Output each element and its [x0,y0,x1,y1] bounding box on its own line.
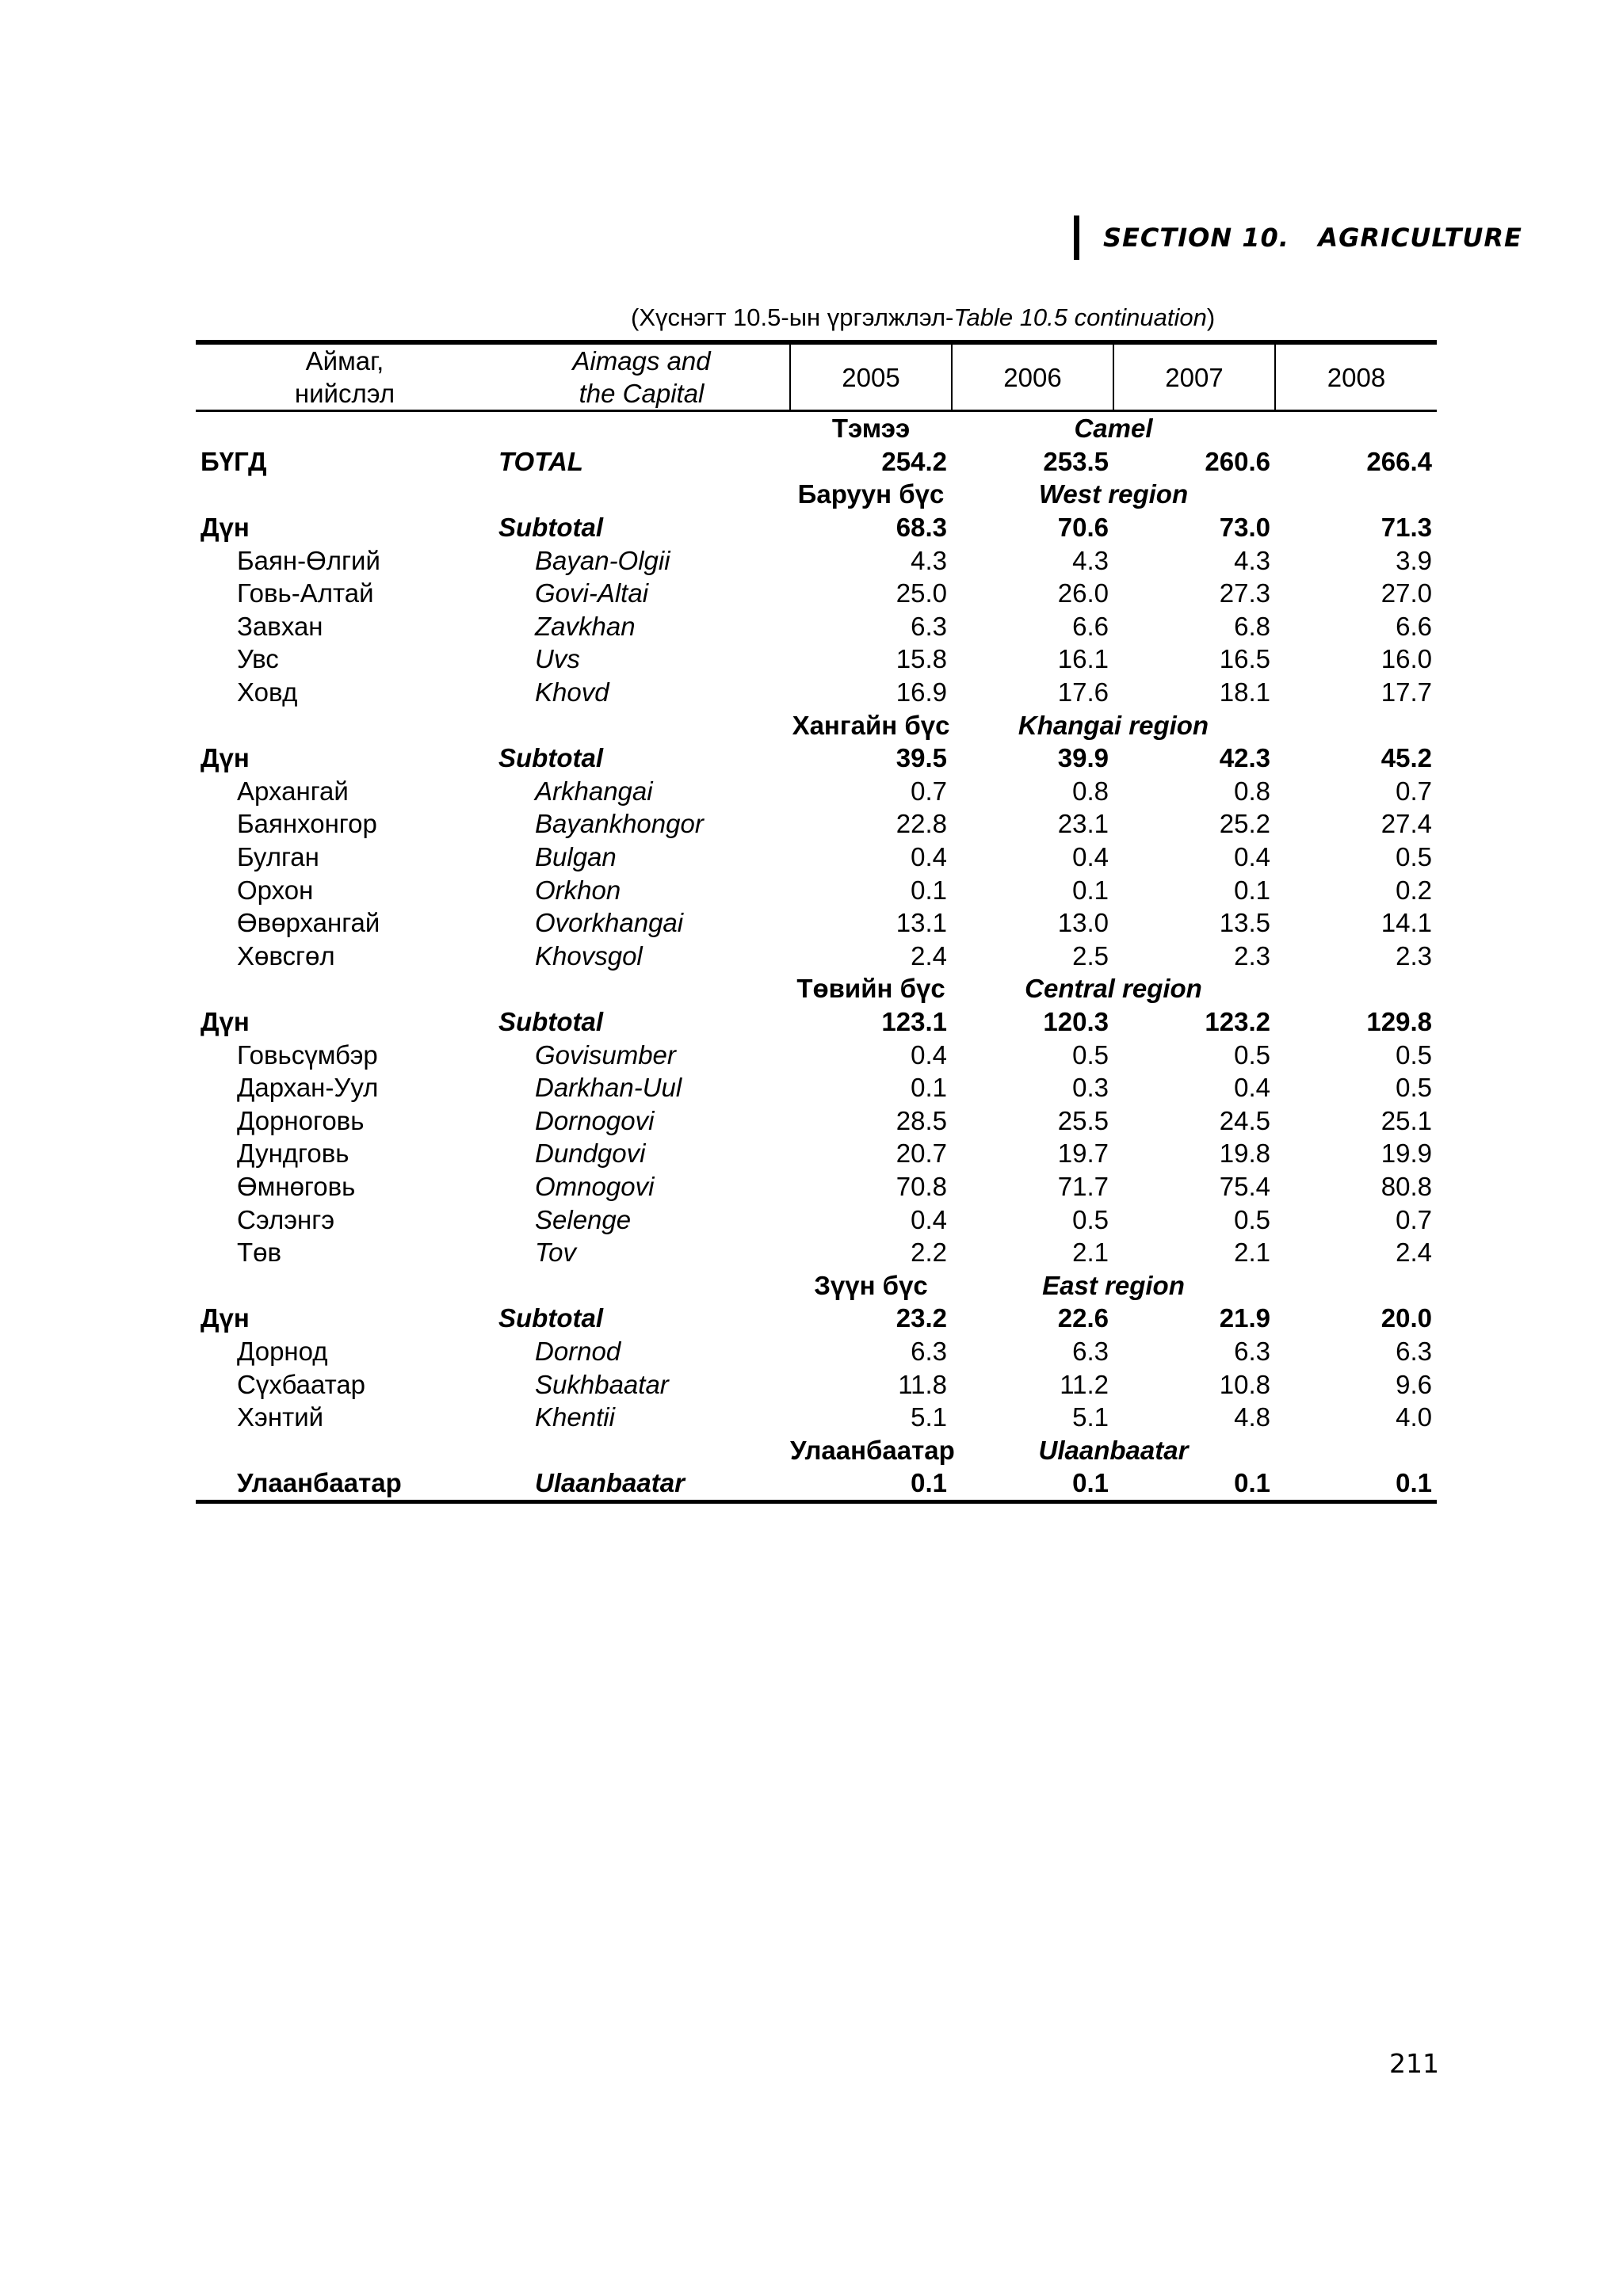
row-label-mn: Хөвсгөл [237,940,335,971]
cell-value: 0.1 [952,1466,1113,1501]
section-label-en: Ulaanbaatar [1038,1435,1189,1465]
region-header-row [196,708,1437,742]
cell-value: 25.2 [1219,809,1270,839]
row-label-en: Subtotal [498,743,603,773]
cell-value: 0.4 [1234,842,1270,872]
subtotal-row [196,511,1437,544]
cell-value: 3.9 [1396,545,1432,575]
row-label-mn: Булган [237,842,319,872]
cell-value: 13.0 [1057,908,1109,938]
cell-value: 0.5 [1234,1204,1270,1234]
cell-value: 0.7 [911,776,947,806]
region-label-mn: Баруун бүс [797,479,945,509]
row-label-en: Omnogovi [535,1171,655,1201]
table-row [196,1335,1437,1368]
region-label-en: East region [1042,1270,1185,1300]
cell-value: 20.0 [1381,1303,1432,1333]
cell-value: 0.1 [790,1466,952,1501]
cell-value: 25.1 [1381,1105,1432,1135]
regions-body [196,478,1437,1433]
cell-value: 16.5 [1219,644,1270,674]
cell-value: 17.6 [1057,677,1109,707]
caption-italic: Table 10.5 continuation [953,303,1207,331]
cell-value: 39.5 [896,743,947,773]
capital-row [196,1466,1437,1501]
cell-value: 0.4 [911,1204,947,1234]
row-label-mn: Төв [237,1238,282,1268]
table-row [196,543,1437,577]
cell-value: 5.1 [911,1402,947,1432]
cell-value: 4.3 [1072,545,1109,575]
cell-value: 16.9 [896,677,947,707]
cell-value: 4.0 [1396,1402,1432,1432]
cell-value: 80.8 [1381,1171,1432,1201]
cell-value: 0.5 [1396,1073,1432,1103]
cell-value: 6.3 [1072,1336,1109,1366]
cell-value: 70.8 [896,1171,947,1201]
section-label-en: Camel [1074,414,1153,444]
cell-value: 75.4 [1219,1171,1270,1201]
cell-value: 6.6 [1396,611,1432,641]
table-row [196,1038,1437,1071]
cell-value: 2.4 [1396,1238,1432,1268]
row-label-en: Dundgovi [535,1138,646,1169]
row-label-en: Govisumber [535,1039,676,1070]
region-header-row [196,972,1437,1005]
region-label-mn: Төвийн бүс [796,974,945,1004]
table-row [196,1203,1437,1236]
row-label-en: Dornod [535,1336,621,1366]
cell-value: 13.5 [1219,908,1270,938]
cell-value: 0.1 [1072,875,1109,905]
caption-prefix: (Хүснэгт 10.5-ын үргэлжлэл- [631,303,954,331]
cell-value: 11.2 [1060,1369,1109,1399]
row-label-mn: Сэлэнгэ [237,1204,335,1234]
row-label-en: Subtotal [498,513,603,543]
table-row [196,1104,1437,1137]
section-label-mn: Тэмээ [831,414,911,444]
cell-value: 27.4 [1381,809,1432,839]
table-row [196,676,1437,709]
cell-value: 2.4 [911,940,947,971]
cell-value: 6.6 [1072,611,1109,641]
cell-value: 71.3 [1381,513,1432,543]
row-label-mn: Хэнтий [237,1402,324,1432]
cell-value: 18.1 [1219,677,1270,707]
table-continuation-caption [631,303,1215,332]
row-label-en: TOTAL [498,446,583,476]
section-label-mn: Улаанбаатар [790,1435,955,1465]
section-header-bar [1074,215,1079,260]
cell-value: 39.9 [1057,743,1109,773]
total-row [196,445,1437,479]
cell-value: 19.7 [1057,1138,1109,1169]
table-row [196,775,1437,808]
cell-value: 19.9 [1381,1138,1432,1169]
region-label-en: Central region [1025,974,1202,1004]
cell-value: 73.0 [1219,513,1270,543]
cell-value: 123.2 [1205,1006,1270,1036]
cell-value: 0.5 [1396,842,1432,872]
row-label-en: Dornogovi [535,1105,655,1135]
row-label-en: Khovsgol [535,940,643,971]
header-aimag-en [494,342,790,411]
table-row [196,940,1437,973]
row-label-mn: Өвөрхангай [237,908,380,938]
row-label-en: Ovorkhangai [535,908,684,938]
subtotal-row [196,1005,1437,1039]
cell-value: 0.7 [1396,776,1432,806]
cell-value: 27.3 [1219,578,1270,608]
row-label-en: Bayan-Olgii [535,545,670,575]
row-label-mn: Дундговь [237,1138,349,1169]
cell-value: 2.3 [1396,940,1432,971]
camel-statistics-table [196,340,1437,1504]
row-label-mn: Дүн [200,1303,250,1333]
cell-value: 4.3 [1234,545,1270,575]
row-label-en: Bulgan [535,842,617,872]
row-label-mn: Дорноговь [237,1105,365,1135]
cell-value: 68.3 [896,513,947,543]
cell-value: 13.1 [896,908,947,938]
row-label-mn: Говь-Алтай [237,578,374,608]
region-header-row [196,478,1437,511]
region-label-mn: Зүүн бүс [814,1270,928,1300]
row-label-mn: Дорнод [237,1336,328,1366]
row-label-mn: Дүн [200,743,250,773]
row-label-en: Zavkhan [535,611,636,641]
cell-value: 4.3 [911,545,947,575]
cell-value: 19.8 [1219,1138,1270,1169]
table-row [196,610,1437,643]
row-label-mn: Говьсүмбэр [237,1039,378,1070]
cell-value: 0.4 [1072,842,1109,872]
row-label-en: Orkhon [535,875,621,905]
cell-value: 0.1 [911,1073,947,1103]
cell-value: 2.2 [911,1238,947,1268]
capital-body [196,1433,1437,1501]
cell-value: 21.9 [1219,1303,1270,1333]
cell-value: 254.2 [881,446,947,476]
cell-value: 26.0 [1057,578,1109,608]
row-label-mn: Дүн [200,1006,250,1036]
table-row [196,577,1437,610]
row-label-mn: Дархан-Уул [237,1073,379,1103]
cell-value: 2.3 [1234,940,1270,971]
cell-value: 0.4 [911,842,947,872]
cell-value: 11.8 [898,1369,947,1399]
row-label-en: Subtotal [498,1303,603,1333]
header-aimag-mn-line2: нийслэл [294,379,395,408]
cell-value: 0.5 [1396,1039,1432,1070]
cell-value: 22.6 [1057,1303,1109,1333]
cell-value: 129.8 [1366,1006,1432,1036]
row-label-mn: Ховд [237,677,298,707]
table-row [196,1367,1437,1401]
subtotal-row [196,1302,1437,1335]
header-year: 2005 [790,342,952,411]
cell-value: 71.7 [1057,1171,1109,1201]
row-label-mn: Сүхбаатар [237,1369,366,1399]
cell-value: 28.5 [896,1105,947,1135]
header-year: 2008 [1275,342,1437,411]
region-label-en: Khangai region [1018,710,1209,740]
row-label-en: Bayankhongor [535,809,704,839]
row-label-mn: Орхон [237,875,314,905]
cell-value: 0.8 [1072,776,1109,806]
row-label-en: Khovd [535,677,609,707]
cell-value: 0.5 [1072,1039,1109,1070]
table-row [196,1071,1437,1104]
cell-value: 5.1 [1072,1402,1109,1432]
cell-value: 10.8 [1219,1369,1270,1399]
cell-value: 22.8 [896,809,947,839]
row-label-mn: БҮГД [200,446,267,476]
region-label-mn: Хангайн бүс [792,710,950,740]
cell-value: 27.0 [1381,578,1432,608]
row-label-en: Sukhbaatar [535,1369,669,1399]
cell-value: 2.1 [1072,1238,1109,1268]
cell-value: 0.1 [1113,1466,1275,1501]
cell-value: 2.5 [1072,940,1109,971]
row-label-mn: Увс [237,644,279,674]
subtotal-row [196,742,1437,775]
cell-value: 6.3 [1396,1336,1432,1366]
header-aimag-en-line2: the Capital [579,379,705,408]
row-label-en: Uvs [535,644,580,674]
cell-value: 0.1 [1275,1466,1437,1501]
row-label-en: Arkhangai [535,776,653,806]
cell-value: 23.2 [896,1303,947,1333]
table-row [196,906,1437,940]
cell-value: 0.5 [1234,1039,1270,1070]
cell-value: 70.6 [1057,513,1109,543]
cell-value: 0.1 [911,875,947,905]
cell-value: 9.6 [1396,1369,1432,1399]
region-label-en: West region [1038,479,1189,509]
table-row [196,1236,1437,1269]
cell-value: 6.3 [1234,1336,1270,1366]
cell-value: 15.8 [896,644,947,674]
cell-value: 0.2 [1396,875,1432,905]
section-title: SECTION 10. AGRICULTURE [1103,223,1522,253]
cell-value: 23.1 [1057,809,1109,839]
row-label-mn: Улаанбаатар [196,1466,494,1501]
header-year: 2007 [1113,342,1275,411]
cell-value: 45.2 [1381,743,1432,773]
cell-value: 253.5 [1043,446,1109,476]
section-row-camel [196,411,1437,445]
cell-value: 16.0 [1381,644,1432,674]
row-label-en: Darkhan-Uul [535,1073,682,1103]
table-row [196,643,1437,676]
cell-value: 0.8 [1234,776,1270,806]
cell-value: 0.4 [1234,1073,1270,1103]
cell-value: 42.3 [1219,743,1270,773]
row-label-en: Subtotal [498,1006,603,1036]
table-body [196,411,1437,479]
table-row [196,807,1437,841]
cell-value: 25.0 [896,578,947,608]
cell-value: 20.7 [896,1138,947,1169]
cell-value: 14.1 [1381,908,1432,938]
row-label-mn: Завхан [237,611,323,641]
table-row [196,841,1437,874]
cell-value: 16.1 [1057,644,1109,674]
cell-value: 6.3 [911,1336,947,1366]
row-label-en: Ulaanbaatar [494,1466,790,1501]
cell-value: 260.6 [1205,446,1270,476]
table-row [196,873,1437,906]
caption-suffix: ) [1206,303,1216,331]
header-aimag-en-line1: Aimags and [572,346,711,376]
row-label-mn: Баянхонгор [237,809,377,839]
row-label-en: Govi-Altai [535,578,649,608]
cell-value: 123.1 [881,1006,947,1036]
row-label-mn: Баян-Өлгий [237,545,380,575]
table-row [196,1401,1437,1434]
page-number: 211 [1389,2048,1439,2079]
row-label-mn: Архангай [237,776,349,806]
section-row-capital [196,1433,1437,1466]
cell-value: 17.7 [1381,677,1432,707]
cell-value: 0.4 [911,1039,947,1070]
row-label-mn: Дүн [200,513,250,543]
region-header-row [196,1268,1437,1302]
cell-value: 4.8 [1234,1402,1270,1432]
section-header [1074,215,1522,260]
cell-value: 6.8 [1234,611,1270,641]
cell-value: 0.1 [1234,875,1270,905]
table-row [196,1170,1437,1203]
table-row [196,1137,1437,1170]
cell-value: 266.4 [1366,446,1432,476]
row-label-en: Khentii [535,1402,615,1432]
cell-value: 120.3 [1043,1006,1109,1036]
cell-value: 0.5 [1072,1204,1109,1234]
header-aimag-mn [196,342,494,411]
row-label-en: Tov [535,1238,576,1268]
header-aimag-mn-line1: Аймаг, [305,346,384,376]
cell-value: 0.7 [1396,1204,1432,1234]
cell-value: 24.5 [1219,1105,1270,1135]
row-label-mn: Өмнөговь [237,1171,356,1201]
cell-value: 2.1 [1234,1238,1270,1268]
cell-value: 6.3 [911,611,947,641]
cell-value: 0.3 [1072,1073,1109,1103]
table-header [196,342,1437,411]
cell-value: 25.5 [1057,1105,1109,1135]
header-year: 2006 [952,342,1113,411]
row-label-en: Selenge [535,1204,632,1234]
